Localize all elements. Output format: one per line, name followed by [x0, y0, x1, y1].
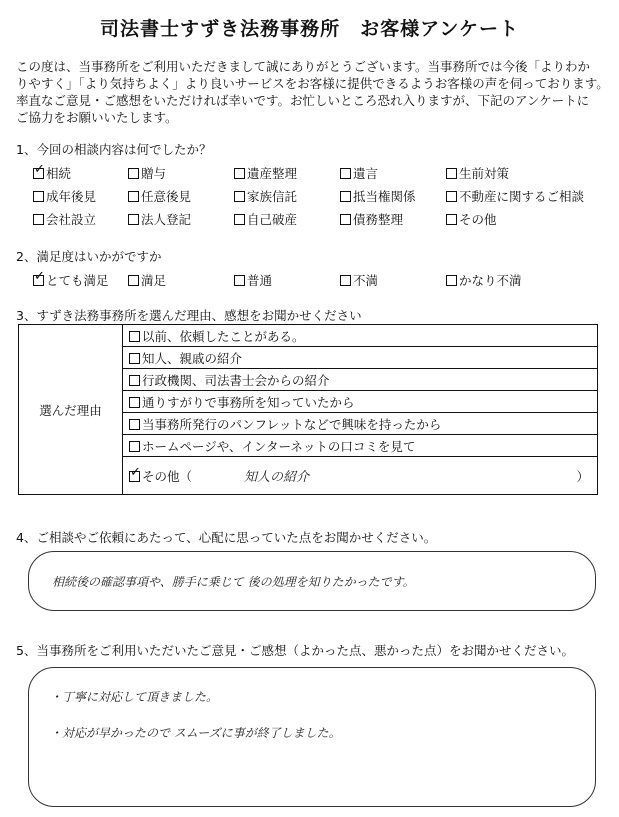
intro-line: この度は、当事務所をご利用いただきまして誠にありがとうございます。当事務所では今後「よりわか — [16, 59, 591, 74]
q2-label: 2、満足度はいかがですか — [16, 249, 162, 264]
q1-option-sonota[interactable]: その他 — [446, 210, 497, 228]
checkbox[interactable] — [446, 275, 457, 286]
closing-paren: ） — [576, 469, 589, 484]
checkbox[interactable] — [33, 191, 44, 202]
q2-option-manzoku[interactable]: 満足 — [128, 271, 166, 289]
q1-option-zouyo[interactable]: 贈与 — [128, 164, 166, 182]
check-mark-icon: ✓ — [130, 465, 141, 480]
q3-option-passing-by[interactable]: 通りすがりで事務所を知っていたから — [123, 391, 598, 413]
check-mark-icon: ✓ — [34, 162, 45, 177]
checkbox[interactable] — [129, 331, 140, 342]
q4-handwritten-answer: 相続後の確認事項や、勝手に乗じて 後の処理を知りたかったです。 — [52, 575, 415, 589]
checkbox[interactable] — [234, 191, 245, 202]
q1-option-souzoku[interactable]: ✓ 相続 — [34, 162, 72, 181]
intro-text — [16, 58, 609, 126]
q5-label: 5、当事務所をご利用いただいたご意見・ご感想（よかった点、悪かった点）をお聞かせください。 — [16, 643, 574, 658]
intro-line: ご協力をお願いいたします。 — [16, 110, 178, 125]
checkbox[interactable] — [33, 269, 45, 286]
checkbox[interactable] — [33, 162, 45, 179]
checkbox[interactable] — [129, 441, 140, 452]
q1-option-fudousan[interactable]: 不動産に関するご相談 — [446, 187, 584, 205]
checkbox[interactable] — [128, 275, 139, 286]
checkbox[interactable] — [128, 191, 139, 202]
checkbox[interactable] — [234, 214, 245, 225]
checkbox[interactable] — [446, 214, 457, 225]
q1-option-teitouken[interactable]: 抵当権関係 — [340, 187, 416, 205]
q3-label: 3、すずき法務事務所を選んだ理由、感想をお聞かせください — [16, 308, 362, 323]
checkbox[interactable] — [129, 419, 140, 430]
check-mark-icon: ✓ — [34, 269, 45, 284]
checkbox[interactable] — [234, 168, 245, 179]
q1-option-yuigon[interactable]: 遺言 — [340, 164, 378, 182]
checkbox[interactable] — [446, 191, 457, 202]
q3-option-previous-client[interactable]: 以前、依頼したことがある。 — [123, 325, 598, 347]
checkbox[interactable] — [129, 353, 140, 364]
q1-option-houjin-touki[interactable]: 法人登記 — [128, 210, 191, 228]
checkbox[interactable] — [340, 214, 351, 225]
q2-option-kanari-fuman[interactable]: かなり不満 — [446, 271, 522, 289]
reasons-row-header: 選んだ理由 — [19, 325, 123, 495]
q2-option-fuman[interactable]: 不満 — [340, 271, 378, 289]
checkbox[interactable] — [128, 168, 139, 179]
checkbox[interactable] — [128, 214, 139, 225]
q3-option-other[interactable]: ✓ その他（ 知人の紹介 ） — [123, 457, 598, 495]
checkbox[interactable] — [340, 275, 351, 286]
checkbox[interactable] — [129, 465, 141, 482]
checkbox[interactable] — [33, 214, 44, 225]
checkbox[interactable] — [129, 397, 140, 408]
q1-option-seizen-taisaku[interactable]: 生前対策 — [446, 164, 509, 182]
q1-option-kazoku-shintaku[interactable]: 家族信託 — [234, 187, 297, 205]
checkbox[interactable] — [234, 275, 245, 286]
q5-handwritten-answer-line: ・丁寧に対応して頂きました。 — [50, 690, 219, 704]
intro-line: りやすく」「より気持ちよく」より良いサービスをお客様に提供できるようお客様の声を伺っております。 — [16, 76, 609, 91]
reasons-table — [18, 324, 598, 495]
q5-handwritten-answer-line: ・対応が早かったので スムーズに事が終了しました。 — [50, 726, 341, 740]
q3-option-referral-agency[interactable]: 行政機関、司法書士会からの紹介 — [123, 369, 598, 391]
q1-option-saimu-seiri[interactable]: 債務整理 — [340, 210, 403, 228]
checkbox[interactable] — [129, 375, 140, 386]
q4-label: 4、ご相談やご依頼にあたって、心配に思っていた点をお聞かせください。 — [16, 530, 437, 545]
q1-option-nini-kouken[interactable]: 任意後見 — [128, 187, 191, 205]
checkbox[interactable] — [446, 168, 457, 179]
q1-option-isan-seiri[interactable]: 遺産整理 — [234, 164, 297, 182]
q1-option-kaisha-setsuritsu[interactable]: 会社設立 — [33, 210, 96, 228]
q2-option-totemo-manzoku[interactable]: ✓ とても満足 — [34, 269, 109, 288]
checkbox[interactable] — [340, 191, 351, 202]
q3-option-website[interactable]: ホームページや、インターネットの口コミを見て — [123, 435, 598, 457]
q1-label: 1、今回の相談内容は何でしたか？ — [16, 142, 212, 157]
page-title: 司法書士すずき法務事務所 お客様アンケート — [99, 18, 520, 40]
q2-option-futsuu[interactable]: 普通 — [234, 271, 272, 289]
intro-line: 率直なご意見・ご感想をいただければ幸いです。お忙しいところ恐れ入りますが、下記のアンケートに — [16, 93, 590, 108]
q1-option-jiko-hasan[interactable]: 自己破産 — [234, 210, 297, 228]
q3-option-referral-friend[interactable]: 知人、親戚の紹介 — [123, 347, 598, 369]
checkbox[interactable] — [340, 168, 351, 179]
q1-option-seinen-kouken[interactable]: 成年後見 — [33, 187, 96, 205]
q3-option-pamphlet[interactable]: 当事務所発行のパンフレットなどで興味を持ったから — [123, 413, 598, 435]
other-handwritten-answer: 知人の紹介 — [244, 470, 310, 485]
